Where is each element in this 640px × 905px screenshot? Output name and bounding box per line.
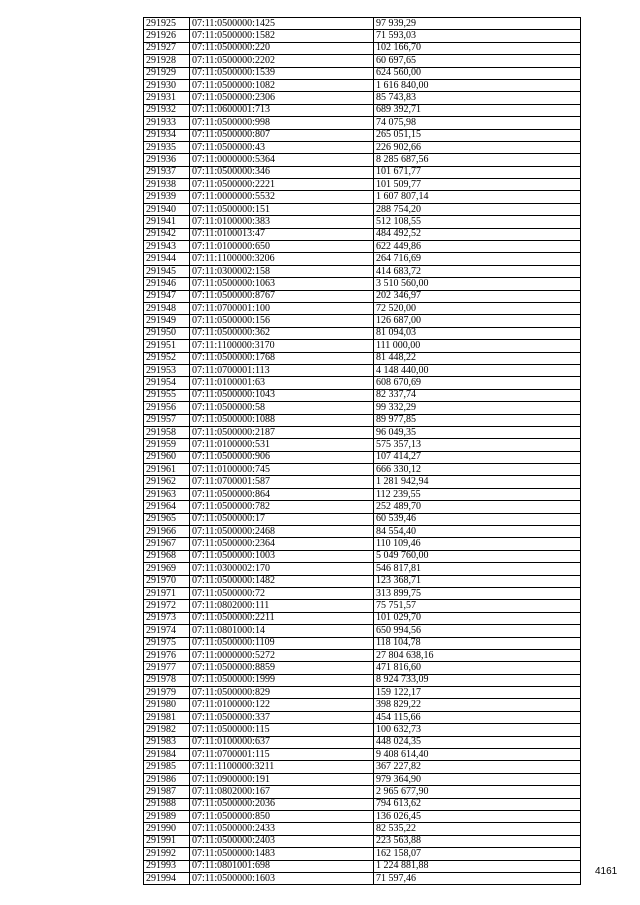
cadastral-number-cell: 07:11:0500000:2468: [190, 526, 374, 538]
table-row: [144, 786, 581, 798]
row-id-cell: 291936: [144, 154, 190, 166]
table-row: [144, 699, 581, 711]
cadastral-value-cell: 99 332,29: [374, 402, 581, 414]
row-id-cell: 291976: [144, 649, 190, 661]
cadastral-number-cell: 07:11:0500000:850: [190, 811, 374, 823]
table-row: [144, 674, 581, 686]
cadastral-number-cell: 07:11:0802000:111: [190, 600, 374, 612]
row-id-cell: 291989: [144, 811, 190, 823]
table-row: [144, 302, 581, 314]
row-id-cell: 291963: [144, 488, 190, 500]
row-id-cell: 291944: [144, 253, 190, 265]
table-row: [144, 67, 581, 79]
row-id-cell: 291983: [144, 736, 190, 748]
row-id-cell: 291940: [144, 203, 190, 215]
cadastral-value-cell: 313 899,75: [374, 587, 581, 599]
row-id-cell: 291943: [144, 241, 190, 253]
row-id-cell: 291966: [144, 526, 190, 538]
cadastral-number-cell: 07:11:0500000:346: [190, 166, 374, 178]
row-id-cell: 291990: [144, 823, 190, 835]
cadastral-number-cell: 07:11:0802000:167: [190, 786, 374, 798]
table-row: [144, 30, 581, 42]
cadastral-number-cell: 07:11:0500000:807: [190, 129, 374, 141]
table-row: [144, 513, 581, 525]
cadastral-number-cell: 07:11:0500000:782: [190, 501, 374, 513]
table-row: [144, 637, 581, 649]
cadastral-number-cell: 07:11:0500000:1483: [190, 848, 374, 860]
table-row: [144, 364, 581, 376]
cadastral-number-cell: 07:11:0500000:1082: [190, 79, 374, 91]
row-id-cell: 291954: [144, 377, 190, 389]
table-row: [144, 315, 581, 327]
cadastral-value-cell: 71 597,46: [374, 872, 581, 884]
cadastral-number-cell: 07:11:0500000:2221: [190, 179, 374, 191]
table-row: [144, 278, 581, 290]
cadastral-value-cell: 471 816,60: [374, 662, 581, 674]
table-row: [144, 724, 581, 736]
table-row: [144, 439, 581, 451]
cadastral-value-cell: 794 613,62: [374, 798, 581, 810]
cadastral-value-cell: 101 509,77: [374, 179, 581, 191]
cadastral-number-cell: 07:11:1100000:3206: [190, 253, 374, 265]
cadastral-number-cell: 07:11:0500000:2306: [190, 92, 374, 104]
table-body: [144, 18, 581, 885]
row-id-cell: 291957: [144, 414, 190, 426]
cadastral-number-cell: 07:11:0500000:2187: [190, 426, 374, 438]
row-id-cell: 291931: [144, 92, 190, 104]
cadastral-value-cell: 159 122,17: [374, 687, 581, 699]
row-id-cell: 291974: [144, 625, 190, 637]
row-id-cell: 291978: [144, 674, 190, 686]
table-row: [144, 42, 581, 54]
cadastral-value-cell: 2 965 677,90: [374, 786, 581, 798]
row-id-cell: 291970: [144, 575, 190, 587]
cadastral-number-cell: 07:11:0500000:1582: [190, 30, 374, 42]
cadastral-value-cell: 81 094,03: [374, 327, 581, 339]
cadastral-number-cell: 07:11:0500000:2364: [190, 538, 374, 550]
table-row: [144, 736, 581, 748]
cadastral-value-cell: 5 049 760,00: [374, 550, 581, 562]
cadastral-number-cell: 07:11:0500000:829: [190, 687, 374, 699]
row-id-cell: 291992: [144, 848, 190, 860]
row-id-cell: 291979: [144, 687, 190, 699]
cadastral-value-cell: 75 751,57: [374, 600, 581, 612]
table-row: [144, 687, 581, 699]
table-row: [144, 848, 581, 860]
cadastral-value-cell: 123 368,71: [374, 575, 581, 587]
cadastral-value-cell: 81 448,22: [374, 352, 581, 364]
page-number: 4161: [595, 866, 618, 877]
cadastral-value-cell: 689 392,71: [374, 104, 581, 116]
cadastral-value-cell: 27 804 638,16: [374, 649, 581, 661]
row-id-cell: 291934: [144, 129, 190, 141]
cadastral-value-cell: 608 670,69: [374, 377, 581, 389]
table-row: [144, 216, 581, 228]
cadastral-number-cell: 07:11:0100000:531: [190, 439, 374, 451]
row-id-cell: 291962: [144, 476, 190, 488]
row-id-cell: 291941: [144, 216, 190, 228]
row-id-cell: 291946: [144, 278, 190, 290]
row-id-cell: 291985: [144, 761, 190, 773]
cadastral-number-cell: 07:11:0500000:1539: [190, 67, 374, 79]
table-row: [144, 389, 581, 401]
cadastral-value-cell: 71 593,03: [374, 30, 581, 42]
cadastral-number-cell: 07:11:0300002:158: [190, 265, 374, 277]
cadastral-number-cell: 07:11:0500000:1999: [190, 674, 374, 686]
row-id-cell: 291948: [144, 302, 190, 314]
cadastral-value-cell: 84 554,40: [374, 526, 581, 538]
cadastral-value-cell: 3 510 560,00: [374, 278, 581, 290]
table-row: [144, 538, 581, 550]
cadastral-value-cell: 484 492,52: [374, 228, 581, 240]
cadastral-value-cell: 110 109,46: [374, 538, 581, 550]
cadastral-value-cell: 8 924 733,09: [374, 674, 581, 686]
table-row: [144, 104, 581, 116]
cadastral-number-cell: 07:11:0100001:63: [190, 377, 374, 389]
row-id-cell: 291986: [144, 773, 190, 785]
table-row: [144, 265, 581, 277]
cadastral-number-cell: 07:11:0500000:1063: [190, 278, 374, 290]
cadastral-value-cell: 979 364,90: [374, 773, 581, 785]
table-row: [144, 711, 581, 723]
table-row: [144, 79, 581, 91]
row-id-cell: 291964: [144, 501, 190, 513]
row-id-cell: 291937: [144, 166, 190, 178]
cadastral-value-cell: 223 563,88: [374, 835, 581, 847]
cadastral-value-cell: 8 285 687,56: [374, 154, 581, 166]
table-row: [144, 18, 581, 30]
cadastral-value-cell: 101 671,77: [374, 166, 581, 178]
cadastral-number-cell: 07:11:0500000:220: [190, 42, 374, 54]
row-id-cell: 291987: [144, 786, 190, 798]
cadastral-value-cell: 666 330,12: [374, 464, 581, 476]
table-row: [144, 773, 581, 785]
table-row: [144, 835, 581, 847]
cadastral-value-cell: 162 158,07: [374, 848, 581, 860]
cadastral-value-cell: 72 520,00: [374, 302, 581, 314]
cadastral-number-cell: 07:11:0500000:8767: [190, 290, 374, 302]
cadastral-number-cell: 07:11:0500000:337: [190, 711, 374, 723]
table-row: [144, 253, 581, 265]
cadastral-number-cell: 07:11:0500000:2433: [190, 823, 374, 835]
cadastral-value-cell: 367 227,82: [374, 761, 581, 773]
table-row: [144, 241, 581, 253]
row-id-cell: 291942: [144, 228, 190, 240]
cadastral-number-cell: 07:11:0500000:8859: [190, 662, 374, 674]
cadastral-number-cell: 07:11:0500000:1043: [190, 389, 374, 401]
row-id-cell: 291926: [144, 30, 190, 42]
cadastral-value-cell: 112 239,55: [374, 488, 581, 500]
cadastral-value-cell: 85 743,83: [374, 92, 581, 104]
cadastral-value-cell: 264 716,69: [374, 253, 581, 265]
table-row: [144, 191, 581, 203]
cadastral-value-cell: 74 075,98: [374, 117, 581, 129]
row-id-cell: 291925: [144, 18, 190, 30]
row-id-cell: 291951: [144, 340, 190, 352]
row-id-cell: 291956: [144, 402, 190, 414]
table-row: [144, 575, 581, 587]
cadastral-value-cell: 101 029,70: [374, 612, 581, 624]
cadastral-number-cell: 07:11:0700001:100: [190, 302, 374, 314]
cadastral-value-cell: 398 829,22: [374, 699, 581, 711]
row-id-cell: 291991: [144, 835, 190, 847]
table-row: [144, 290, 581, 302]
cadastral-number-cell: 07:11:0500000:1109: [190, 637, 374, 649]
row-id-cell: 291950: [144, 327, 190, 339]
table-row: [144, 426, 581, 438]
cadastral-number-cell: 07:11:0100000:650: [190, 241, 374, 253]
row-id-cell: 291975: [144, 637, 190, 649]
cadastral-number-cell: 07:11:0500000:864: [190, 488, 374, 500]
cadastral-value-cell: 82 535,22: [374, 823, 581, 835]
cadastral-value-cell: 414 683,72: [374, 265, 581, 277]
cadastral-number-cell: 07:11:0500000:43: [190, 141, 374, 153]
row-id-cell: 291935: [144, 141, 190, 153]
table-row: [144, 872, 581, 884]
cadastral-number-cell: 07:11:0600001:713: [190, 104, 374, 116]
row-id-cell: 291977: [144, 662, 190, 674]
row-id-cell: 291993: [144, 860, 190, 872]
table-row: [144, 526, 581, 538]
cadastral-value-cell: 82 337,74: [374, 389, 581, 401]
row-id-cell: 291982: [144, 724, 190, 736]
row-id-cell: 291928: [144, 55, 190, 67]
table-row: [144, 377, 581, 389]
cadastral-number-cell: 07:11:0500000:115: [190, 724, 374, 736]
cadastral-value-cell: 288 754,20: [374, 203, 581, 215]
table-row: [144, 464, 581, 476]
row-id-cell: 291939: [144, 191, 190, 203]
table-row: [144, 550, 581, 562]
table-row: [144, 860, 581, 872]
table-row: [144, 154, 581, 166]
cadastral-value-cell: 118 104,78: [374, 637, 581, 649]
cadastral-value-cell: 102 166,70: [374, 42, 581, 54]
cadastral-value-cell: 97 939,29: [374, 18, 581, 30]
cadastral-value-cell: 624 560,00: [374, 67, 581, 79]
row-id-cell: 291933: [144, 117, 190, 129]
cadastral-number-cell: 07:11:0300002:170: [190, 563, 374, 575]
row-id-cell: 291988: [144, 798, 190, 810]
cadastral-value-cell: 111 000,00: [374, 340, 581, 352]
cadastral-value-cell: 1 616 840,00: [374, 79, 581, 91]
cadastral-number-cell: 07:11:0100000:637: [190, 736, 374, 748]
table-row: [144, 179, 581, 191]
cadastral-number-cell: 07:11:0500000:1003: [190, 550, 374, 562]
cadastral-number-cell: 07:11:0500000:1603: [190, 872, 374, 884]
table-row: [144, 625, 581, 637]
cadastral-value-cell: 1 607 807,14: [374, 191, 581, 203]
table-row: [144, 798, 581, 810]
row-id-cell: 291930: [144, 79, 190, 91]
cadastral-value-cell: 202 346,97: [374, 290, 581, 302]
table-row: [144, 414, 581, 426]
cadastral-number-cell: 07:11:0500000:72: [190, 587, 374, 599]
cadastral-number-cell: 07:11:0500000:1425: [190, 18, 374, 30]
cadastral-value-cell: 454 115,66: [374, 711, 581, 723]
table-row: [144, 488, 581, 500]
row-id-cell: 291960: [144, 451, 190, 463]
cadastral-number-cell: 07:11:0700001:113: [190, 364, 374, 376]
row-id-cell: 291984: [144, 749, 190, 761]
cadastral-value-cell: 96 049,35: [374, 426, 581, 438]
row-id-cell: 291980: [144, 699, 190, 711]
table-row: [144, 451, 581, 463]
cadastral-number-cell: 07:11:0500000:998: [190, 117, 374, 129]
row-id-cell: 291973: [144, 612, 190, 624]
table-row: [144, 129, 581, 141]
cadastral-value-cell: 650 994,56: [374, 625, 581, 637]
cadastral-number-cell: 07:11:0500000:151: [190, 203, 374, 215]
row-id-cell: 291967: [144, 538, 190, 550]
row-id-cell: 291929: [144, 67, 190, 79]
table-row: [144, 823, 581, 835]
cadastral-value-cell: 252 489,70: [374, 501, 581, 513]
cadastral-value-cell: 100 632,73: [374, 724, 581, 736]
table-row: [144, 203, 581, 215]
table-row: [144, 117, 581, 129]
cadastral-number-cell: 07:11:0500000:2202: [190, 55, 374, 67]
cadastral-number-cell: 07:11:0100000:122: [190, 699, 374, 711]
cadastral-value-cell: 546 817,81: [374, 563, 581, 575]
cadastral-value-cell: 60 697,65: [374, 55, 581, 67]
table-row: [144, 600, 581, 612]
cadastral-number-cell: 07:11:0100000:745: [190, 464, 374, 476]
table-row: [144, 612, 581, 624]
cadastral-number-cell: 07:11:0500000:1482: [190, 575, 374, 587]
cadastral-number-cell: 07:11:0801000:14: [190, 625, 374, 637]
cadastral-number-cell: 07:11:0500000:17: [190, 513, 374, 525]
cadastral-number-cell: 07:11:0100000:383: [190, 216, 374, 228]
row-id-cell: 291927: [144, 42, 190, 54]
cadastral-number-cell: 07:11:0500000:362: [190, 327, 374, 339]
table-row: [144, 228, 581, 240]
cadastral-value-cell: 226 902,66: [374, 141, 581, 153]
table-row: [144, 55, 581, 67]
table-row: [144, 476, 581, 488]
table-row: [144, 166, 581, 178]
cadastral-number-cell: 07:11:0500000:1768: [190, 352, 374, 364]
cadastral-number-cell: 07:11:0000000:5532: [190, 191, 374, 203]
cadastral-value-cell: 1 224 881,88: [374, 860, 581, 872]
cadastral-number-cell: 07:11:0801001:698: [190, 860, 374, 872]
cadastral-value-cell: 265 051,15: [374, 129, 581, 141]
cadastral-number-cell: 07:11:0900000:191: [190, 773, 374, 785]
cadastral-value-cell: 4 148 440,00: [374, 364, 581, 376]
table-row: [144, 761, 581, 773]
row-id-cell: 291959: [144, 439, 190, 451]
cadastral-number-cell: 07:11:1100000:3170: [190, 340, 374, 352]
cadastral-value-cell: 1 281 942,94: [374, 476, 581, 488]
cadastral-value-cell: 89 977,85: [374, 414, 581, 426]
table-row: [144, 352, 581, 364]
table-row: [144, 662, 581, 674]
row-id-cell: 291952: [144, 352, 190, 364]
cadastral-number-cell: 07:11:0000000:5364: [190, 154, 374, 166]
table-row: [144, 92, 581, 104]
table-row: [144, 402, 581, 414]
cadastral-value-cell: 575 357,13: [374, 439, 581, 451]
cadastral-value-cell: 512 108,55: [374, 216, 581, 228]
cadastral-number-cell: 07:11:0500000:2403: [190, 835, 374, 847]
row-id-cell: 291981: [144, 711, 190, 723]
row-id-cell: 291945: [144, 265, 190, 277]
cadastral-number-cell: 07:11:0500000:1088: [190, 414, 374, 426]
row-id-cell: 291969: [144, 563, 190, 575]
cadastral-value-cell: 107 414,27: [374, 451, 581, 463]
cadastral-value-cell: 448 024,35: [374, 736, 581, 748]
table-row: [144, 749, 581, 761]
row-id-cell: 291965: [144, 513, 190, 525]
cadastral-value-cell: 622 449,86: [374, 241, 581, 253]
table-row: [144, 811, 581, 823]
cadastral-number-cell: 07:11:0500000:906: [190, 451, 374, 463]
row-id-cell: 291953: [144, 364, 190, 376]
row-id-cell: 291949: [144, 315, 190, 327]
table-row: [144, 501, 581, 513]
cadastral-number-cell: 07:11:0500000:156: [190, 315, 374, 327]
table-row: [144, 141, 581, 153]
row-id-cell: 291955: [144, 389, 190, 401]
cadastral-value-cell: 60 539,46: [374, 513, 581, 525]
cadastral-number-cell: 07:11:0700001:587: [190, 476, 374, 488]
table-row: [144, 327, 581, 339]
row-id-cell: 291994: [144, 872, 190, 884]
row-id-cell: 291972: [144, 600, 190, 612]
cadastral-number-cell: 07:11:0500000:2211: [190, 612, 374, 624]
cadastral-number-cell: 07:11:0100013:47: [190, 228, 374, 240]
cadastral-value-cell: 126 687,00: [374, 315, 581, 327]
cadastral-value-cell: 9 408 614,40: [374, 749, 581, 761]
cadastral-value-cell: 136 026,45: [374, 811, 581, 823]
row-id-cell: 291968: [144, 550, 190, 562]
cadastral-number-cell: 07:11:0500000:2036: [190, 798, 374, 810]
cadastral-value-table: [143, 17, 581, 885]
table-row: [144, 340, 581, 352]
row-id-cell: 291961: [144, 464, 190, 476]
row-id-cell: 291932: [144, 104, 190, 116]
cadastral-number-cell: 07:11:1100000:3211: [190, 761, 374, 773]
row-id-cell: 291947: [144, 290, 190, 302]
cadastral-number-cell: 07:11:0700001:115: [190, 749, 374, 761]
table-row: [144, 587, 581, 599]
cadastral-number-cell: 07:11:0000000:5272: [190, 649, 374, 661]
row-id-cell: 291971: [144, 587, 190, 599]
table-row: [144, 563, 581, 575]
row-id-cell: 291938: [144, 179, 190, 191]
row-id-cell: 291958: [144, 426, 190, 438]
table-row: [144, 649, 581, 661]
cadastral-number-cell: 07:11:0500000:58: [190, 402, 374, 414]
